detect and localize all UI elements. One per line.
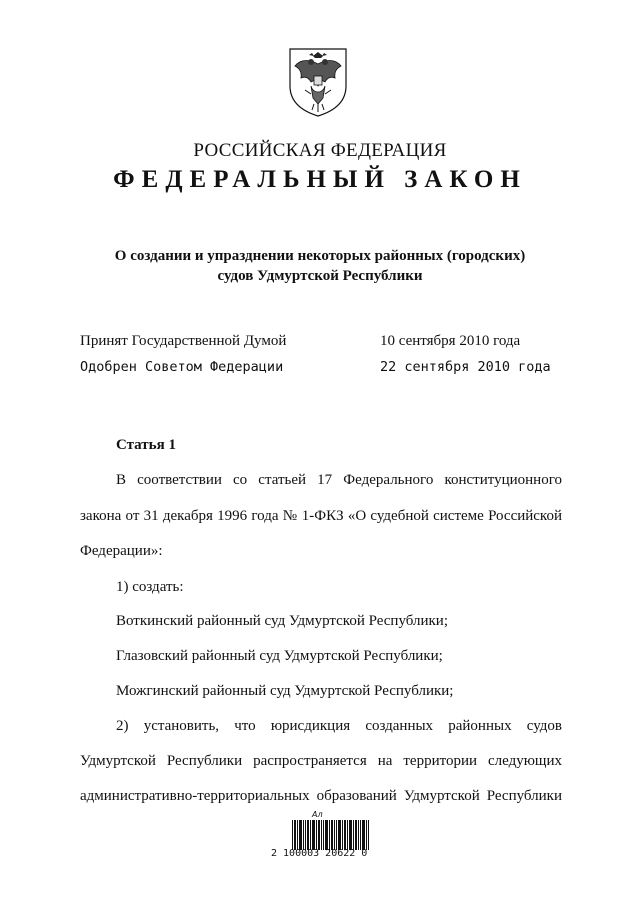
adoption-date: 22 сентября 2010 года	[380, 359, 551, 375]
article-line: административно-территориальных образований Удмуртской Республики	[80, 788, 562, 804]
article-line: Удмуртской Республики распространяется на территории следующих	[80, 753, 562, 769]
state-emblem	[287, 46, 349, 118]
article-line: В соответствии со статьей 17 Федерального конституционного	[116, 472, 562, 488]
article-line: Можгинский районный суд Удмуртской Республики;	[116, 683, 454, 699]
article-line: 1) создать:	[116, 579, 184, 595]
barcode-number: 2 100003 20622 0	[271, 848, 368, 859]
article-line: Воткинский районный суд Удмуртской Республики;	[116, 613, 449, 629]
double-headed-eagle-icon	[287, 46, 349, 118]
barcode-icon	[290, 820, 370, 850]
article-line: Федерации»:	[80, 543, 163, 559]
law-title-line-1: О создании и упразднении некоторых районных (городских)	[114, 248, 526, 264]
adoption-label: Принят Государственной Думой	[80, 333, 287, 349]
article-title: Статья 1	[116, 437, 176, 453]
adoption-date: 10 сентября 2010 года	[380, 333, 521, 349]
handwritten-mark: Ал	[312, 810, 323, 819]
document-type: ФЕДЕРАЛЬНЫЙ ЗАКОН	[113, 166, 527, 193]
country-name: РОССИЙСКАЯ ФЕДЕРАЦИЯ	[193, 140, 447, 161]
article-line: 2) установить, что юрисдикция созданных районных судов	[116, 718, 562, 734]
adoption-label: Одобрен Советом Федерации	[80, 359, 284, 375]
law-title	[60, 246, 580, 286]
law-title-line-2: судов Удмуртской Республики	[217, 268, 423, 284]
article-line: Глазовский районный суд Удмуртской Республики;	[116, 648, 443, 664]
article-line: закона от 31 декабря 1996 года № 1-ФКЗ «О судебной системе Российской	[80, 508, 562, 524]
